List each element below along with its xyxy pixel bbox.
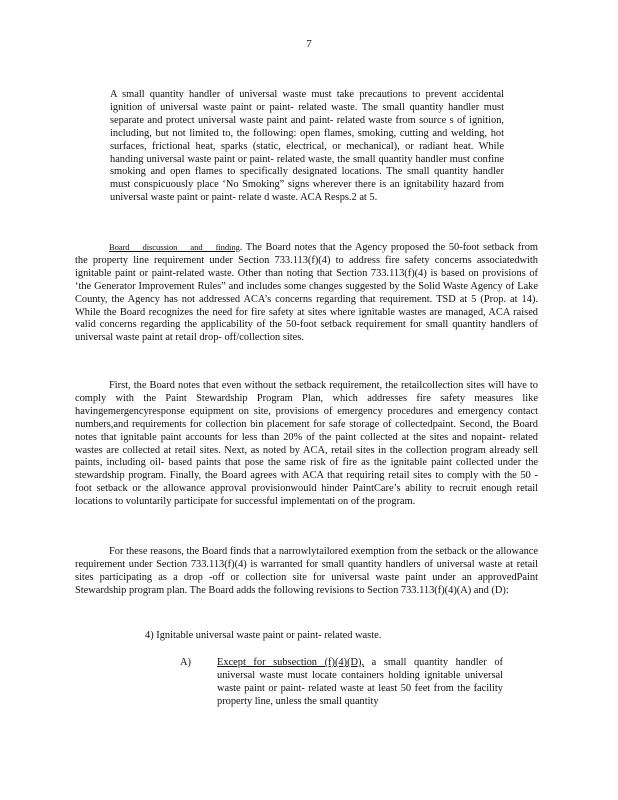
page-number: 7 (306, 38, 312, 50)
rule-sub-item-body: a small quantity handler of universal waste must locate containers holding ignitable universal waste paint or paint- related waste at least 50 feet from the facility property line, unless the small quantity (217, 657, 503, 707)
board-discussion-body: . The Board notes that the Agency proposed the 50-foot setback from the property line requirement under Section 733.113(f)(4) to address fire safety concerns associatedwith ignitable paint or paint-related waste. Other than noting that Section 733.113(f)(4) is based on provisions of ‘the Generator Improvement Rules” and includes some changes suggested by the Solid Waste Agency of Lake County, the Agency has not addressed ACA’s concerns regarding that requirement. TSD at 5 (Prop. at 14). While the Board recognizes the need for fire safety at sites where ignitable wastes are managed, ACA raised valid concerns regarding the applicability of the 50-foot setback requirement for small quantity handlers of universal waste paint at retail drop- off/collection sites. (75, 242, 538, 344)
rule-sub-item-underlined: Except for subsection (f)(4)(D), (217, 657, 365, 668)
board-discussion-heading: Board discussion and finding (109, 242, 240, 252)
rule-sub-item-label: A) (180, 657, 191, 668)
first-paragraph: First, the Board notes that even without the setback requirement, the retailcollection sites will have to comply with the Paint Stewardship Program Plan, which addresses fire safety measures like havingemergencyresponse equipment on site, provisions of emergency procedures and emergency contact numbers,and requirements for collection bin placement for safe storage of collectedpaint. Second, the Board notes that ignitable paint accounts for less than 20% of the paint collected at the sites and nopaint- related wastes are collected at retail sites. Next, as noted by ACA, retail sites in the collection program already sell paints, including oil- based paints that pose the same risk of fire as the ignitable paint collected under the stewardship program. Finally, the Board agrees with ACA that requiring retail sites to comply with the 50 - foot setback or the allowance approval provisionwould hinder PaintCare’s ability to recruit enough retail locations to voluntarily participate for successful implementati on of the program. (75, 380, 538, 508)
rule-sub-item-text (217, 657, 503, 709)
board-discussion-paragraph (75, 241, 538, 345)
rule-item: 4) Ignitable universal waste paint or paint- related waste. (145, 630, 382, 641)
reasons-paragraph: For these reasons, the Board finds that a narrowlytailored exemption from the setback or the allowance requirement under Section 733.113(f)(4) is warranted for small quantity handlers of universal waste at retail sites participating as a drop -off or collection site for universal waste paint under an approvedPaint Stewardship program plan. The Board adds the following revisions to Section 733.113(f)(4)(A) and (D): (75, 546, 538, 596)
block-quote: A small quantity handler of universal waste must take precautions to prevent accidental ignition of universal waste paint or paint- related waste. The small quantity handler must separate and protect universal waste paint and paint- related waste from source s of ignition, including, but not limited to, the following: open flames, smoking, cutting and welding, hot surfaces, frictional heat, sparks (static, electrical, or mechanical), or radiant heat. While handing universal waste paint or paint- related waste, the small quantity handler must confine smoking and open flames to specifically designated locations. The small quantity handler must conspicuously place ‘No Smoking” signs wherever there is an ignitability hazard from universal waste paint or paint- relate d waste. ACA Resps.2 at 5. (110, 89, 504, 204)
